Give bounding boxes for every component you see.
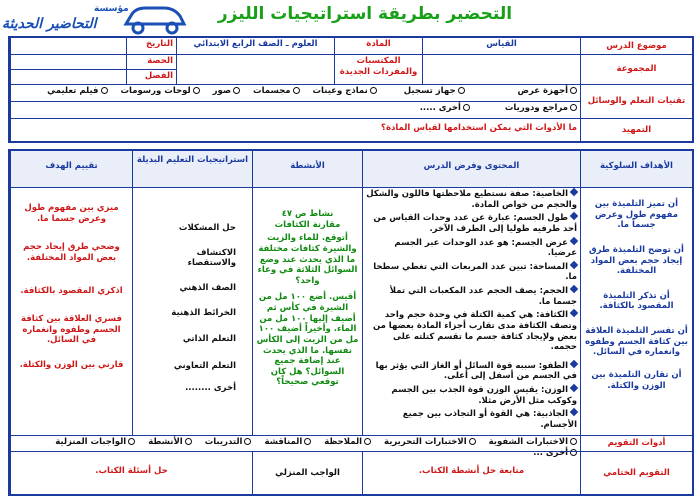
strategy-item: التعلم الذاتي <box>182 334 236 345</box>
homework-label: الواجب المنزلي <box>252 451 362 494</box>
radio-icon[interactable] <box>304 438 311 445</box>
diamond-bullet-icon <box>570 384 578 392</box>
intro-text: ما الأدوات التي يمكن استخدامها لقياس المادة؟ <box>10 118 580 141</box>
objective-item: أن تذكر التلميذة المقصود بالكثافة. <box>599 290 674 312</box>
eval-tool-option[interactable]: الملاحظة <box>324 437 371 447</box>
radio-icon[interactable] <box>570 438 577 445</box>
eval-tools-label: أدوات التقويم <box>580 435 692 451</box>
logo-brand: التحاضير الحديثة <box>2 16 97 32</box>
group-value[interactable] <box>422 54 580 84</box>
radio-icon[interactable] <box>101 87 108 94</box>
homework-text: حل أسئلة الكتاب. <box>10 451 252 494</box>
col-strategies-header: استراتيجيات التعليم البديلة <box>132 151 252 187</box>
tool-option[interactable]: أجهزة عرض <box>518 86 577 96</box>
eval-tool-option[interactable]: الأنشطة <box>148 437 192 447</box>
diamond-bullet-icon <box>570 188 578 196</box>
activities-column <box>252 187 362 435</box>
objective-item: أن توضح التلميذة طرق إيجاد حجم بعض المواد المختلفة. <box>589 244 684 277</box>
evaluation-column <box>10 187 132 435</box>
period-value[interactable] <box>10 54 126 69</box>
evaluation-item: ميزي بين مفهوم طول وعرض جسما ما. <box>24 203 119 224</box>
eval-tool-option[interactable]: أخرى ... <box>533 448 577 458</box>
eval-tool-option[interactable]: الواجبات المنزلية <box>55 437 135 447</box>
radio-icon[interactable] <box>293 87 300 94</box>
content-item: المساحة: تبين عدد المربعات التي تغطي سطحا ما. <box>373 261 577 283</box>
subject-label: المادة <box>334 38 422 54</box>
intro-label: التمهيد <box>580 118 692 141</box>
subject-value: العلوم ـ الصف الرابع الابتدائي <box>176 38 334 54</box>
eval-tool-option[interactable]: الاختبارات الشفوية <box>489 437 577 447</box>
eval-tool-option[interactable]: المناقشة <box>264 437 311 447</box>
activity-paragraph: أقيس. أضع ١٠٠ مل من الشيرة في كأس ثم أضيف إليها ١٠٠ مل من الماء. وأخيراً أضيف ١٠٠ مل من الزيت إلى الكأس نفسها. ما الذي يحدث عند إضافة جميع السوائل؟ هل كان توقعي صحيحاً؟ <box>256 292 359 388</box>
radio-icon[interactable] <box>570 104 577 111</box>
diamond-bullet-icon <box>570 285 578 293</box>
tools-row-2 <box>10 101 580 118</box>
final-eval-label: التقويم الختامي <box>580 451 692 494</box>
tool-option[interactable]: لوحات ورسومات <box>120 86 199 96</box>
col-activities-header: الأنشطة <box>252 151 362 187</box>
diamond-bullet-icon <box>570 309 578 317</box>
final-eval-text: متابعة حل أنشطة الكتاب. <box>362 451 580 494</box>
col-objectives-header: الأهداف السلوكية <box>580 151 692 187</box>
objective-item: أن تفسر التلميذة العلاقة بين كثافة الجسم وطفوه وانغماره في السائل. <box>585 326 688 358</box>
radio-icon[interactable] <box>463 104 470 111</box>
strategy-item: الصف الذهني <box>179 282 236 293</box>
radio-icon[interactable] <box>233 87 240 94</box>
content-item: الجاذبية: هي القوة أو التجاذب بين جميع الأجسام. <box>402 409 577 430</box>
activity-subtitle: مقارنة الكثافات <box>274 219 341 230</box>
radio-icon[interactable] <box>128 438 135 445</box>
radio-icon[interactable] <box>244 438 251 445</box>
strategy-item: حل المشكلات <box>178 223 236 233</box>
radio-icon[interactable] <box>469 438 476 445</box>
radio-icon[interactable] <box>370 87 377 94</box>
content-item: الكثافة: هي كمية الكتلة في وحدة حجم واحد وتصف الكثافة مدى تقارب أجزاء المادة بعضها من بعض ولإيجاد كثافة جسم ما تقسم كتلته على حجمه. <box>372 310 577 353</box>
radio-icon[interactable] <box>185 438 192 445</box>
lesson-topic-label: موضوع الدرس <box>580 38 692 54</box>
tool-option[interactable]: مجسمات <box>253 86 299 96</box>
diamond-bullet-icon <box>570 261 578 269</box>
evaluation-item: اذكري المقصود بالكثافة. <box>20 285 123 296</box>
strategy-item: الخرائط الذهنية <box>171 307 236 318</box>
radio-icon[interactable] <box>193 87 200 94</box>
strategies-column <box>132 187 252 435</box>
car-icon <box>122 2 188 36</box>
diamond-bullet-icon <box>570 408 578 416</box>
tool-option[interactable]: نماذج وعينات <box>313 86 377 96</box>
tool-option[interactable]: مراجع ودوريات <box>505 103 577 113</box>
eval-tool-option[interactable]: الاختبارات التحريرية <box>384 437 476 447</box>
date-value[interactable] <box>10 38 126 54</box>
strategy-item: الاكتشاف والاستقصاء <box>187 247 236 269</box>
evaluation-item: قارني بين الوزن والكتلة. <box>19 360 124 370</box>
tools-label: تقنيات التعلم والوسائل <box>580 84 692 118</box>
logo <box>2 2 192 38</box>
eval-tool-option[interactable]: التدريبات <box>205 437 252 447</box>
activity-paragraph: أتوقع. للماء والزيت والشيرة كثافات مختلفة ما الذي يحدث عند وضع السوائل الثلاثة في وعاء واحد؟ <box>257 233 358 286</box>
col-evaluation-header: تقييم الهدف <box>10 151 132 187</box>
lesson-main-panel <box>8 149 694 496</box>
content-item: طول الجسم: عبارة عن عدد وحدات القياس من أحد طرفيه طوليا إلى الطرف الآخر. <box>373 213 577 234</box>
tool-option[interactable]: فيلم تعليمي <box>47 86 107 96</box>
objectives-column <box>580 187 692 435</box>
group-label: المجموعة <box>580 54 692 84</box>
content-item: الحجم: يصف الحجم عدد المكعبات التي تملأ جسما ما. <box>389 286 577 307</box>
page-title: التحضير بطريقة استراتيجيات الليزر <box>217 4 513 24</box>
period-label: الحصة <box>126 54 176 69</box>
diamond-bullet-icon <box>570 212 578 220</box>
radio-icon[interactable] <box>364 438 371 445</box>
eval-tools-row <box>10 435 580 458</box>
content-column <box>362 187 580 435</box>
content-item: عرض الجسم: هو عدد الوحدات عبر الجسم عرضيا. <box>394 237 577 259</box>
tool-option[interactable]: جهاز تسجيل <box>404 86 465 96</box>
strategy-item: أخرى ........ <box>185 383 236 394</box>
activity-title: نشاط ص ٤٧ <box>281 209 334 219</box>
class-value[interactable] <box>10 69 126 84</box>
content-item: الخاصية: صفة نستطيع ملاحظتها فاللون والشكل والحجم من خواص المادة. <box>366 189 577 210</box>
tool-option[interactable]: صور <box>213 86 240 96</box>
logo-sub: مؤسسة <box>94 4 129 14</box>
class-label: الفصل <box>126 69 176 84</box>
objective-item: أن تميز التلميذة بين مفهوم طول وعرض جسماً ما. <box>594 199 679 231</box>
radio-icon[interactable] <box>458 87 465 94</box>
tools-row-1 <box>10 84 580 101</box>
col-content-header: المحتوى وفرض الدرس <box>362 151 580 187</box>
vocab-value[interactable] <box>176 54 334 84</box>
tool-option[interactable]: أخرى ..... <box>420 103 470 113</box>
lesson-topic-value: القياس <box>422 38 580 54</box>
lesson-info-panel <box>8 36 694 143</box>
evaluation-item: فسري العلاقة بين كثافة الجسم وطفوه وانغماره في السائل. <box>21 314 122 346</box>
radio-icon[interactable] <box>570 87 577 94</box>
date-label: التاريخ <box>126 38 176 54</box>
content-item: الطفو: سببه قوة السائل أو الغاز التي يؤثر بها في الجسم من أسفل إلى أعلى. <box>375 360 577 382</box>
diamond-bullet-icon <box>570 360 578 368</box>
content-item: الوزن: يقيس الوزن قوة الجذب بين الجسم وكوكب مثل الأرض مثلا. <box>391 385 577 406</box>
strategy-item: التعلم التعاوني <box>173 360 236 371</box>
objective-item: أن تقارن التلميذة بين الوزن والكتلة. <box>591 369 682 391</box>
vocab-label: المكتسبات والمفردات الجديدة <box>334 54 422 84</box>
evaluation-item: وضحي طرق إيجاد حجم بعض المواد المختلفة. <box>23 242 120 263</box>
diamond-bullet-icon <box>570 236 578 244</box>
